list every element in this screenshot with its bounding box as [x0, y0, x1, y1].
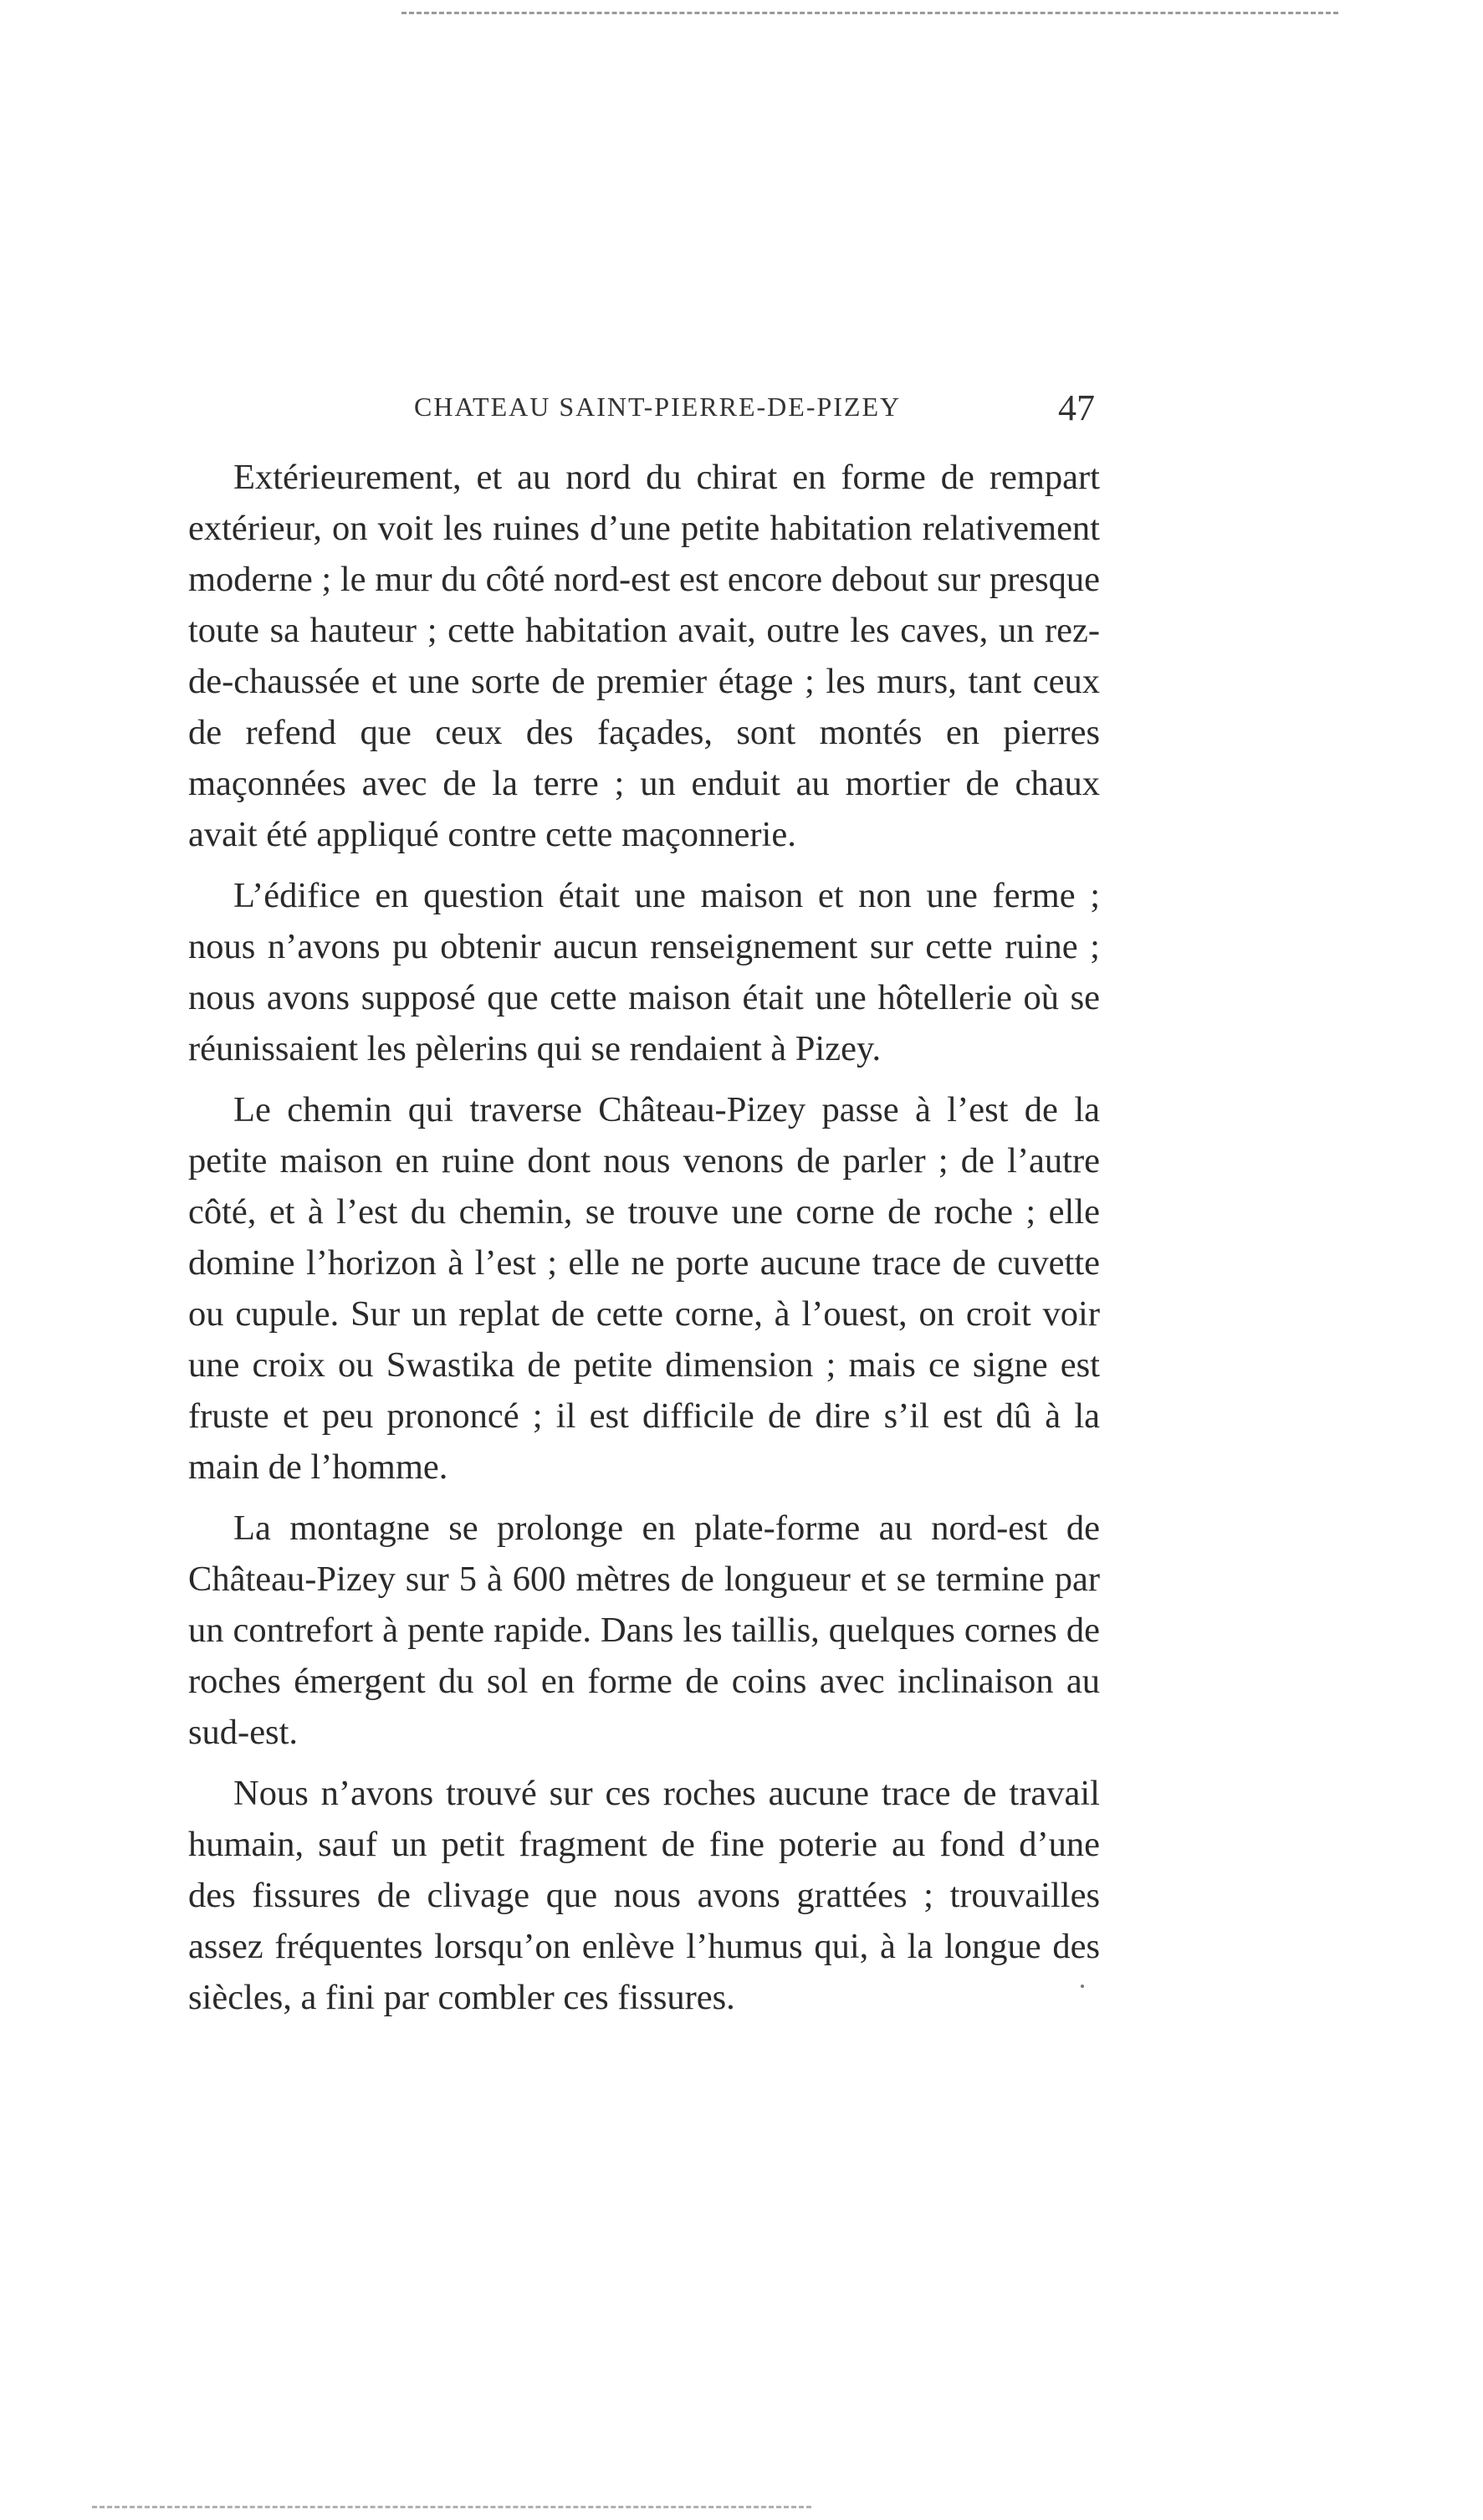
bottom-edge-rule: [92, 2506, 811, 2508]
paragraph: Le chemin qui traverse Château-Pizey passe à l’est de la petite maison en ruine dont nous venons de parler ; de l’autre côté, et à l’est du chemin, se trouve une corne de roche ; elle domine l’horizon à l’est ; elle ne porte aucune trace de cuvette ou cupule. Sur un replat de cette corne, à l’ouest, on croit voir une croix ou Swastika de petite dimension ; mais ce signe est fruste et peu prononcé ; il est difficile de dire s’il est dû à la main de l’homme.: [188, 1090, 1100, 1487]
ink-speck: [1081, 1985, 1084, 1988]
body-text: [188, 452, 1100, 2033]
page-number: 47: [1058, 387, 1095, 428]
paragraph: Nous n’avons trouvé sur ces roches aucune trace de travail humain, sauf un petit fragment de fine poterie au fond d’une des fissures de clivage que nous avons grattées ; trouvailles assez fréquentes lorsqu’on enlève l’humus qui, à la longue des siècles, a fini par combler ces fissures.: [188, 1774, 1100, 2017]
top-edge-rule: [401, 12, 1338, 14]
paragraph: L’édifice en question était une maison et non une ferme ; nous n’avons pu obtenir aucun renseignement sur cette ruine ; nous avons supposé que cette maison était une hôtellerie où se réunissaient les pèlerins qui se rendaient à Pizey.: [188, 876, 1100, 1068]
paragraph: Extérieurement, et au nord du chirat en forme de rempart extérieur, on voit les ruines d’une petite habitation relativement moderne ; le mur du côté nord-est est encore debout sur presque toute sa hauteur ; cette habitation avait, outre les caves, un rez-de-chaussée et une sorte de premier étage ; les murs, tant ceux de refend que ceux des façades, sont montés en pierres maçonnées avec de la terre ; un enduit au mortier de chaux avait été appliqué contre cette maçonnerie.: [188, 458, 1100, 854]
paragraph: La montagne se prolonge en plate-forme au nord-est de Château-Pizey sur 5 à 600 mètres de longueur et se termine par un contrefort à pente rapide. Dans les taillis, quelques cornes de roches émergent du sol en forme de coins avec inclinaison au sud-est.: [188, 1508, 1100, 1752]
running-title: CHATEAU SAINT-PIERRE-DE-PIZEY: [414, 392, 902, 422]
